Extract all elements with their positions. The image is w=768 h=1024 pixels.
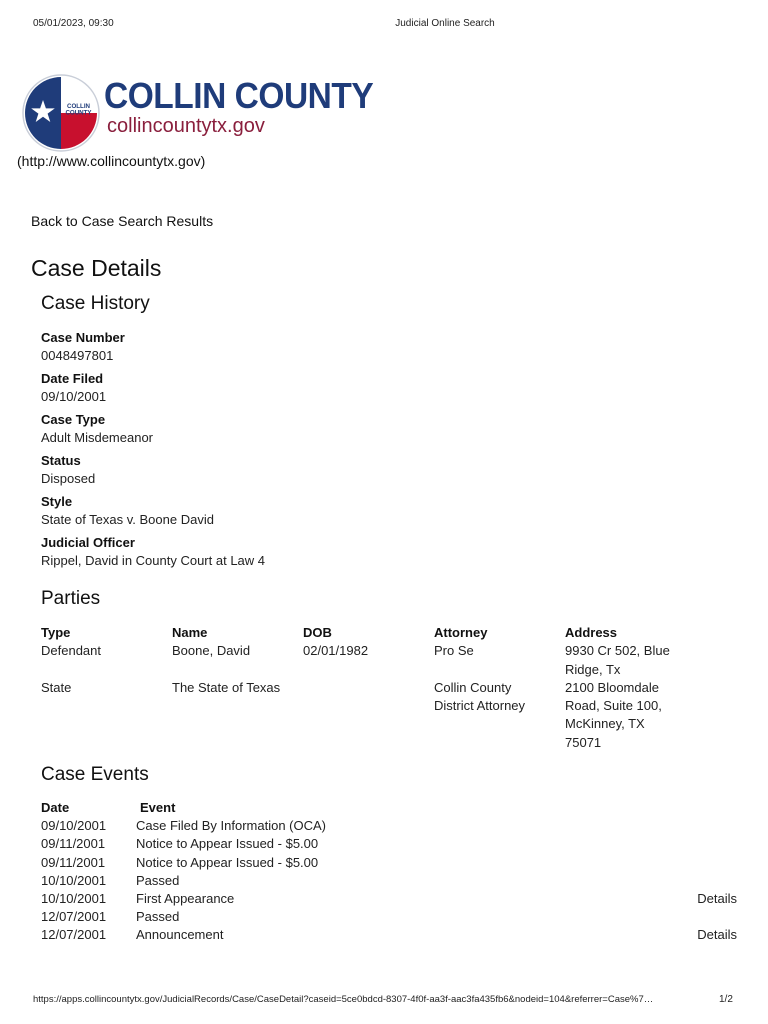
case-number-value: 0048497801 xyxy=(41,348,114,363)
event-date: 09/11/2001 xyxy=(41,854,106,870)
table-row xyxy=(41,642,741,679)
attorney-line: Pro Se xyxy=(434,643,474,659)
style-label: Style xyxy=(41,494,73,509)
party-name: Boone, David xyxy=(172,643,251,659)
address-line: 2100 Bloomdale xyxy=(565,679,659,695)
logo-link-text[interactable]: (http://www.collincountytx.gov) xyxy=(17,153,206,169)
party-attorney xyxy=(434,642,565,679)
table-row xyxy=(41,835,737,853)
collin-county-seal-logo[interactable] xyxy=(22,74,100,152)
case-type-value: Adult Misdemeanor xyxy=(41,430,153,445)
party-name: The State of Texas xyxy=(172,679,281,695)
case-type-label: Case Type xyxy=(41,412,106,427)
event-name: Notice to Appear Issued - $5.00 xyxy=(136,854,319,870)
address-line: 75071 xyxy=(565,734,602,750)
attorney-line: Collin County xyxy=(434,679,512,695)
page-title: Case Details xyxy=(31,255,162,281)
party-attorney xyxy=(434,679,565,752)
address-line: 9930 Cr 502, Blue xyxy=(565,643,670,659)
parties-col-attorney: Attorney xyxy=(434,625,488,640)
print-footer-url: https://apps.collincountytx.gov/JudicialRecords/Case/CaseDetail?caseid=5ce0bdcd-8307-4f0f-aa3f-aac3fa435fb6&nodeid=104&referrer=Case%7… xyxy=(33,994,654,1005)
print-title: Judicial Online Search xyxy=(395,18,495,29)
address-line: Ridge, Tx xyxy=(565,661,621,677)
parties-col-type: Type xyxy=(41,625,71,640)
event-name: Passed xyxy=(136,909,180,925)
table-row xyxy=(41,817,737,835)
table-row xyxy=(41,679,741,752)
events-col-date: Date xyxy=(41,800,70,815)
party-dob: 02/01/1982 xyxy=(303,643,369,659)
status-label: Status xyxy=(41,453,81,468)
svg-text:COUNTY: COUNTY xyxy=(65,109,92,117)
judicial-officer-value: Rippel, David in County Court at Law 4 xyxy=(41,553,266,568)
party-address xyxy=(565,679,685,752)
address-line: Road, Suite 100, xyxy=(565,698,662,714)
party-address xyxy=(565,642,685,679)
event-details-link[interactable]: Details xyxy=(697,891,737,907)
table-row xyxy=(41,872,737,890)
party-type: Defendant xyxy=(41,643,101,659)
attorney-line: District Attorney xyxy=(434,698,526,714)
event-details-link[interactable]: Details xyxy=(697,927,737,943)
address-line: McKinney, TX xyxy=(565,716,645,732)
county-name: COLLIN COUNTY xyxy=(104,75,374,116)
print-datetime: 05/01/2023, 09:30 xyxy=(33,18,114,29)
event-date: 10/10/2001 xyxy=(41,872,107,888)
event-date: 09/11/2001 xyxy=(41,836,106,852)
status-value: Disposed xyxy=(41,471,96,486)
table-row xyxy=(41,854,737,872)
case-number-label: Case Number xyxy=(41,330,125,345)
svg-text:COLLIN: COLLIN xyxy=(66,103,91,110)
event-name: First Appearance xyxy=(136,891,235,907)
table-row xyxy=(41,890,737,908)
case-events-heading: Case Events xyxy=(41,764,149,785)
parties-header-row xyxy=(41,624,741,642)
parties-col-name: Name xyxy=(172,625,208,640)
event-date: 12/07/2001 xyxy=(41,927,107,943)
print-page-number: 1/2 xyxy=(719,994,733,1005)
case-history-heading: Case History xyxy=(41,293,150,314)
event-date: 10/10/2001 xyxy=(41,891,107,907)
judicial-officer-label: Judicial Officer xyxy=(41,535,135,550)
party-type: State xyxy=(41,679,72,695)
events-col-event: Event xyxy=(140,800,176,815)
date-filed-value: 09/10/2001 xyxy=(41,389,107,404)
parties-heading: Parties xyxy=(41,588,101,609)
parties-table xyxy=(41,624,741,752)
back-to-results-link[interactable]: Back to Case Search Results xyxy=(31,213,214,229)
event-name: Passed xyxy=(136,872,180,888)
parties-col-address: Address xyxy=(565,625,618,640)
event-date: 09/10/2001 xyxy=(41,818,107,834)
event-name: Notice to Appear Issued - $5.00 xyxy=(136,836,319,852)
event-name: Announcement xyxy=(136,927,224,943)
style-value: State of Texas v. Boone David xyxy=(41,512,214,527)
date-filed-label: Date Filed xyxy=(41,371,104,386)
event-name: Case Filed By Information (OCA) xyxy=(136,818,327,834)
events-table xyxy=(41,799,737,945)
party-dob xyxy=(303,679,434,752)
table-row xyxy=(41,926,737,944)
event-date: 12/07/2001 xyxy=(41,909,107,925)
county-url: collincountytx.gov xyxy=(107,115,265,137)
parties-col-dob: DOB xyxy=(303,625,332,640)
events-header-row xyxy=(41,799,737,817)
table-row xyxy=(41,908,737,926)
